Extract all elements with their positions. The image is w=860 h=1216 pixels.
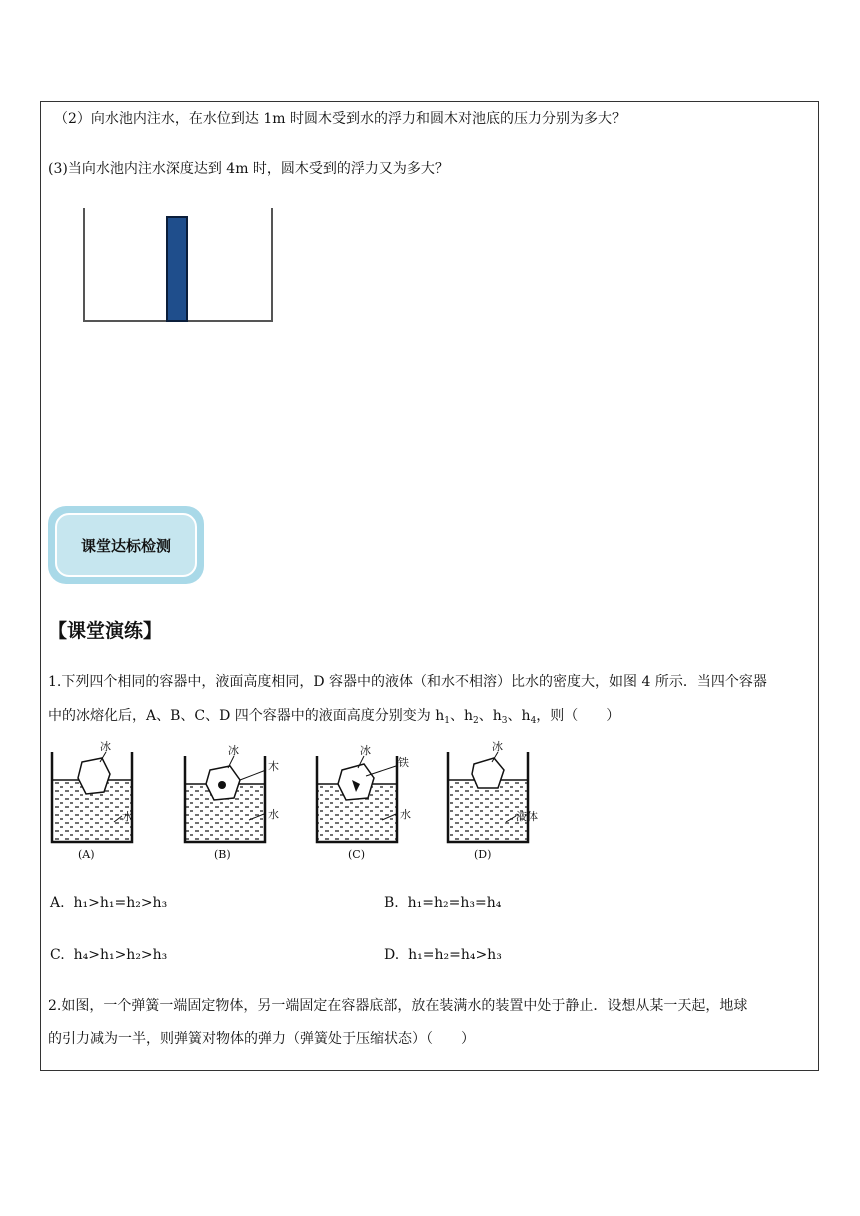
problem-2-line-1: 2.如图，一个弹簧一端固定物体，另一端固定在容器底部，放在装满水的装置中处于静止．设想从某一天起，地球 [48, 998, 748, 1014]
option-a-label: A. [50, 895, 65, 911]
option-c-label: C. [50, 947, 65, 963]
option-c [50, 945, 167, 965]
caption-d: (D) [474, 848, 492, 861]
container-d [448, 740, 538, 861]
section-title: 【课堂演练】 [48, 620, 163, 642]
option-d-text: h₁=h₂=h₄>h₃ [408, 947, 502, 963]
option-a-text: h₁>h₁=h₂>h₃ [73, 895, 168, 911]
label-liquid-d: 液体 [516, 810, 538, 823]
caption-b: (B) [214, 848, 231, 861]
container-a [52, 740, 133, 861]
badge-label: 课堂达标检测 [55, 513, 197, 577]
ice-block [472, 758, 504, 788]
wooden-log [167, 217, 187, 321]
problem-2-line-2: 的引力减为一半，则弹簧对物体的弹力（弹簧处于压缩状态）（ ） [48, 1031, 475, 1047]
option-a [50, 893, 167, 913]
label-ice-d: 冰 [492, 740, 503, 753]
label-water-c: 水 [400, 808, 411, 821]
label-ice-b: 冰 [228, 744, 239, 757]
label-ice-a: 冰 [100, 740, 111, 753]
ice-block [78, 758, 110, 794]
option-d [384, 945, 502, 965]
option-b-label: B. [384, 895, 399, 911]
pool-log-figure [78, 200, 278, 330]
option-c-text: h₄>h₁>h₂>h₃ [73, 947, 168, 963]
option-b-text: h₁=h₂=h₃=h₄ [407, 895, 502, 911]
caption-c: (C) [348, 848, 365, 861]
container-c [317, 743, 411, 861]
container-b [185, 743, 279, 861]
question-2: （2）向水池内注水，在水位到达 1m 时圆木受到水的浮力和圆木对池底的压力分别为多大？ [54, 111, 626, 127]
option-b [384, 893, 501, 913]
label-iron-c: 铁 [398, 756, 409, 769]
caption-a: (A) [78, 848, 95, 861]
wood-piece [218, 781, 226, 789]
question-3: (3)当向水池内注水深度达到 4m 时，圆木受到的浮力又为多大？ [48, 161, 449, 177]
problem-1-line-2-prefix: 中的冰熔化后，A、B、C、D 四个容器中的液面高度分别变为 h [48, 708, 445, 724]
problem-1-line-2: 中的冰熔化后，A、B、C、D 四个容器中的液面高度分别变为 $h_1$、$h_2$、$h_3$、$h_4$，则（ ） [48, 708, 621, 726]
option-d-label: D. [384, 947, 400, 963]
problem-1-line-2-suffix: ，则（ ） [536, 708, 621, 724]
problem-1-line-1: 1.下列四个相同的容器中，液面高度相同，D 容器中的液体（和水不相溶）比水的密度大，如图 4 所示．当四个容器 [48, 674, 767, 690]
label-water-a: 水 [122, 810, 133, 823]
label-ice-c: 冰 [360, 744, 371, 757]
label-water-b: 水 [268, 808, 279, 821]
containers-figure [44, 740, 564, 865]
label-wood-b: 木 [268, 760, 279, 773]
